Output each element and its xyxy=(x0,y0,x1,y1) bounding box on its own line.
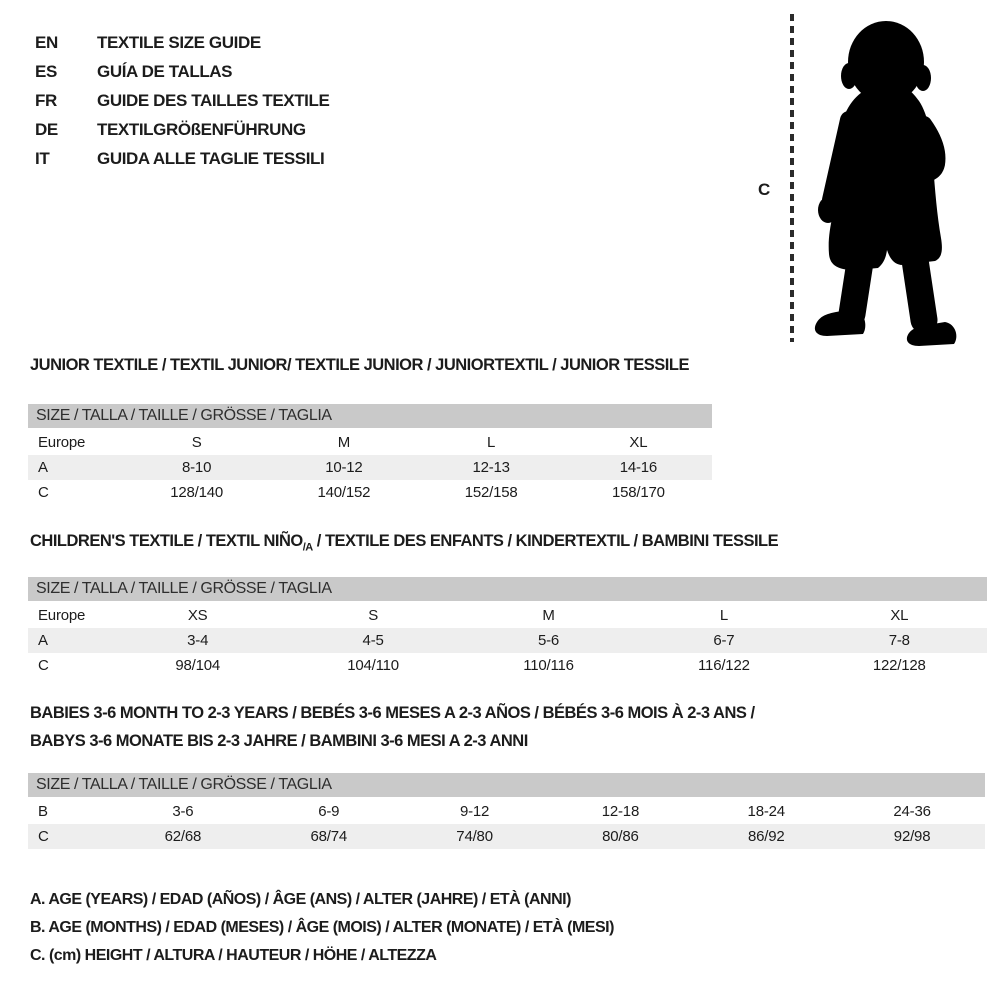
row-label: Europe xyxy=(38,434,86,451)
table-row-europe xyxy=(28,430,712,455)
table-row-height xyxy=(28,480,712,505)
language-row xyxy=(35,144,329,173)
row-label: C xyxy=(38,828,49,845)
language-title: GUIDE DES TAILLES TEXTILE xyxy=(97,90,330,110)
section-title-children xyxy=(30,532,778,553)
language-title: GUÍA DE TALLAS xyxy=(97,61,233,81)
table-row-height xyxy=(28,653,987,678)
size-value: 12-18 xyxy=(601,803,640,820)
language-code: DE xyxy=(35,119,58,139)
babies-size-table xyxy=(28,773,985,849)
size-value: 5-6 xyxy=(537,632,560,649)
table-row-age xyxy=(28,455,712,480)
title-part-subscript: /A xyxy=(302,541,313,554)
language-title: TEXTILE SIZE GUIDE xyxy=(97,32,261,52)
dashed-measure-line xyxy=(789,14,795,342)
size-value: 6-7 xyxy=(713,632,735,649)
language-row xyxy=(35,86,329,115)
toddler-silhouette-icon xyxy=(805,12,965,347)
size-value: 3-6 xyxy=(172,803,194,820)
size-value: S xyxy=(191,434,202,451)
section-title-babies-line1: BABIES 3-6 MONTH TO 2-3 YEARS / BEBÉS 3-6 MESES A 2-3 AÑOS / BÉBÉS 3-6 MOIS À 2-3 ANS / xyxy=(30,704,755,722)
size-value: M xyxy=(542,607,555,624)
size-value: 10-12 xyxy=(325,459,363,476)
language-row xyxy=(35,57,329,86)
size-header-bar: SIZE / TALLA / TAILLE / GRÖSSE / TAGLIA xyxy=(28,773,985,797)
size-value: XL xyxy=(629,434,648,451)
size-value: 3-4 xyxy=(187,632,209,649)
height-label-c: C xyxy=(758,180,771,199)
size-value: 74/80 xyxy=(456,828,493,845)
size-value: M xyxy=(337,434,351,451)
size-value: 6-9 xyxy=(318,803,340,820)
size-value: XS xyxy=(187,607,208,624)
row-label: C xyxy=(38,657,49,674)
language-title: GUIDA ALLE TAGLIE TESSILI xyxy=(97,148,325,168)
table-row-height xyxy=(28,824,985,849)
size-value: 7-8 xyxy=(888,632,910,649)
row-label: B xyxy=(38,803,48,820)
size-value: 9-12 xyxy=(459,803,490,820)
language-list xyxy=(35,28,329,173)
row-label: Europe xyxy=(38,607,86,624)
size-value: 80/86 xyxy=(602,828,639,845)
language-row xyxy=(35,115,329,144)
section-title-junior: JUNIOR TEXTILE / TEXTIL JUNIOR/ TEXTILE JUNIOR / JUNIORTEXTIL / JUNIOR TESSILE xyxy=(30,356,689,374)
footnote-b: B. AGE (MONTHS) / EDAD (MESES) / ÂGE (MOIS) / ALTER (MONATE) / ETÀ (MESI) xyxy=(30,919,614,936)
size-value: 12-13 xyxy=(472,459,510,476)
size-header-bar: SIZE / TALLA / TAILLE / GRÖSSE / TAGLIA xyxy=(28,404,712,428)
size-value: 92/98 xyxy=(893,828,931,845)
junior-size-table xyxy=(28,404,712,505)
language-code: ES xyxy=(35,61,57,81)
language-code: EN xyxy=(35,32,58,52)
size-value: 98/104 xyxy=(175,657,221,674)
language-code: IT xyxy=(35,148,50,168)
language-row xyxy=(35,28,329,57)
size-value: 104/110 xyxy=(347,657,399,674)
title-part: / TEXTILE DES ENFANTS / KINDERTEXTIL / BAMBINI TESSILE xyxy=(312,532,779,550)
size-value: 158/170 xyxy=(611,484,665,501)
size-value: 24-36 xyxy=(893,803,931,820)
size-value: 86/92 xyxy=(747,828,785,845)
table-row-europe xyxy=(28,603,987,628)
size-value: 18-24 xyxy=(747,803,785,820)
size-value: 122/128 xyxy=(872,657,926,674)
size-value: 62/68 xyxy=(164,828,202,845)
language-title: TEXTILGRÖßENFÜHRUNG xyxy=(97,119,306,139)
section-title-babies-line2: BABYS 3-6 MONATE BIS 2-3 JAHRE / BAMBINI 3-6 MESI A 2-3 ANNI xyxy=(30,732,528,750)
size-value: L xyxy=(487,434,496,451)
row-label: C xyxy=(38,484,49,501)
size-value: 128/140 xyxy=(170,484,224,501)
size-value: 110/116 xyxy=(523,657,574,674)
size-value: 8-10 xyxy=(182,459,212,476)
row-label: A xyxy=(38,632,48,649)
row-label: A xyxy=(38,459,48,476)
title-part: CHILDREN'S TEXTILE / TEXTIL NIÑO xyxy=(30,532,303,550)
size-value: 4-5 xyxy=(362,632,384,649)
size-value: 116/122 xyxy=(698,657,750,674)
size-value: 152/158 xyxy=(464,484,518,501)
language-code: FR xyxy=(35,90,57,110)
children-size-table xyxy=(28,577,987,678)
size-value: 140/152 xyxy=(317,484,371,501)
size-header-bar: SIZE / TALLA / TAILLE / GRÖSSE / TAGLIA xyxy=(28,577,987,601)
size-value: S xyxy=(368,607,378,624)
size-value: 14-16 xyxy=(619,459,658,476)
size-value: XL xyxy=(890,607,909,624)
size-value: 68/74 xyxy=(310,828,348,845)
footnote-c: C. (cm) HEIGHT / ALTURA / HAUTEUR / HÖHE / ALTEZZA xyxy=(30,947,437,964)
table-row-age-months xyxy=(28,799,985,824)
table-row-age xyxy=(28,628,987,653)
footnote-a: A. AGE (YEARS) / EDAD (AÑOS) / ÂGE (ANS) / ALTER (JAHRE) / ETÀ (ANNI) xyxy=(30,891,571,908)
size-value: L xyxy=(719,607,728,624)
